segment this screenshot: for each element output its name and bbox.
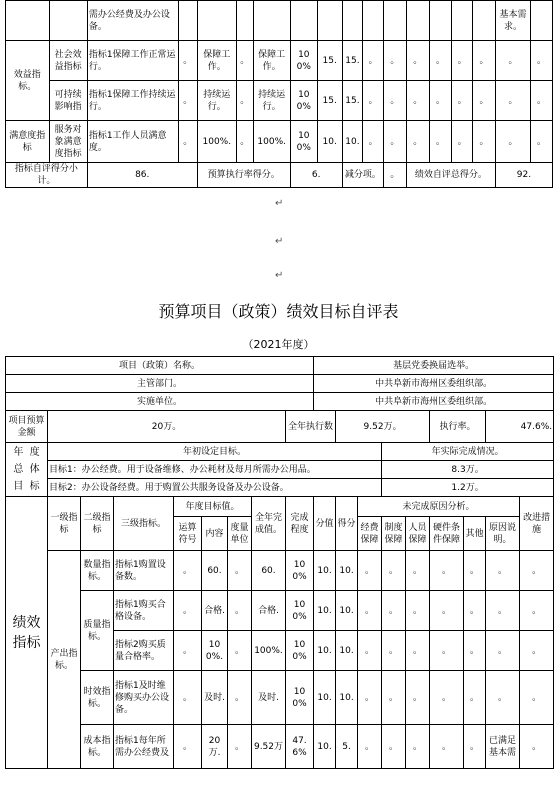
goal-row-1: 目标1：办公经费。用于设备维修、办公耗材及每月所需办公用品。 8.3万。 [6, 461, 554, 479]
paragraph-mark: ↵ [275, 198, 284, 209]
paragraph-mark: ↵ [275, 270, 284, 281]
perf-label: 绩效指标 [6, 497, 48, 769]
indicator-cell: 需办公经费及办公设备。 [87, 1, 178, 41]
top-row-social: 效益指标。 社会效益指标 指标1保障工作正常运行。 。 保障工作。 。 保障工作。 100% 15. 15. 。 。 。 。 。 。 。 。 [6, 41, 553, 81]
impl-row: 实施单位。 中共阜新市海州区委组织部。 [6, 393, 554, 411]
table-row: 指标2购买质量合格率。 。 100%. 。 100%. 100% 10. 10. 。 。 。 。 。 。 。 [6, 631, 554, 671]
dept-row: 主管部门。 中共阜新市海州区委组织部。 [6, 375, 554, 393]
note-cell: 基本需求。 [495, 1, 530, 41]
top-row-cost [6, 1, 553, 41]
top-table [5, 0, 553, 188]
project-row: 项目（政策）名称。 基层党委换届选举。 [6, 357, 554, 375]
table-row: 产出指标。 数量指标。 指标1购置设备数。 。 60. 。 60. 100% 10. 10. 。 。 。 。 。 。 。 [6, 551, 554, 591]
indicator-subheader-row: 运算符号 内容 度量单位 经费保障 制度保障 人员保障 硬件条件保障 其他 原因说明。 [6, 517, 554, 551]
indicator-header-row: 绩效指标 一级指标 二级指标 三级指标。 年度目标值。 全年完成值。 完成程度 分值 得分 未完成原因分析。 改进措施 [6, 497, 554, 517]
page-title: 预算项目（政策）绩效目标自评表 [158, 302, 399, 321]
main-table [5, 356, 554, 769]
level1-cell: 效益指标。 [6, 41, 50, 121]
top-row-satisfaction: 满意度指标 服务对象满意度指标 指标1工作人员满意度。 。 100%. 。 100%. 100% 10. 10. 。 。 。 。 。 。 。 。 [6, 121, 553, 163]
year-subtitle: （2021年度） [242, 338, 315, 351]
level1-output: 产出指标。 [48, 551, 81, 769]
goal-side-label: 年 度 总 体 目 标 [6, 443, 48, 497]
goal-header-row: 年 度 总 体 目 标 年初设定目标。 年实际完成情况。 [6, 443, 554, 461]
table-row: 质量指标。 指标1购买合格设备。 。 合格. 。 合格. 100% 10. 10. 。 。 。 。 。 。 。 [6, 591, 554, 631]
table-row: 成本指标。 指标1每年所需办公经费及 。 20万. 。 9.52万 47.6% 10. 5. 。 。 。 。 。 已满足基本需 。 [6, 725, 554, 769]
top-row-sustain: 可持续影响指 指标1保障工作持续运行。 。 持续运行。 。 持续运行。 100% 15. 15. 。 。 。 。 。 。 。 。 [6, 81, 553, 121]
budget-row: 项目预算金额 20万。 全年执行数 9.52万。 执行率。 47.6%. [6, 411, 554, 443]
top-row-summary: 指标自评得分小计。 86. 预算执行率得分。 6. 减分项。 。 绩效自评总得分。 92. [6, 163, 553, 188]
paragraph-mark: ↵ [275, 236, 284, 247]
goal-row-2: 目标2：办公设备经费。用于购置公共服务设备及办公设备。 1.2万。 [6, 479, 554, 497]
table-row: 时效指标。 指标1及时维修购买办公设备。 。 及时. 。 及时. 100% 10. 10. 。 。 。 。 。 。 。 [6, 671, 554, 725]
